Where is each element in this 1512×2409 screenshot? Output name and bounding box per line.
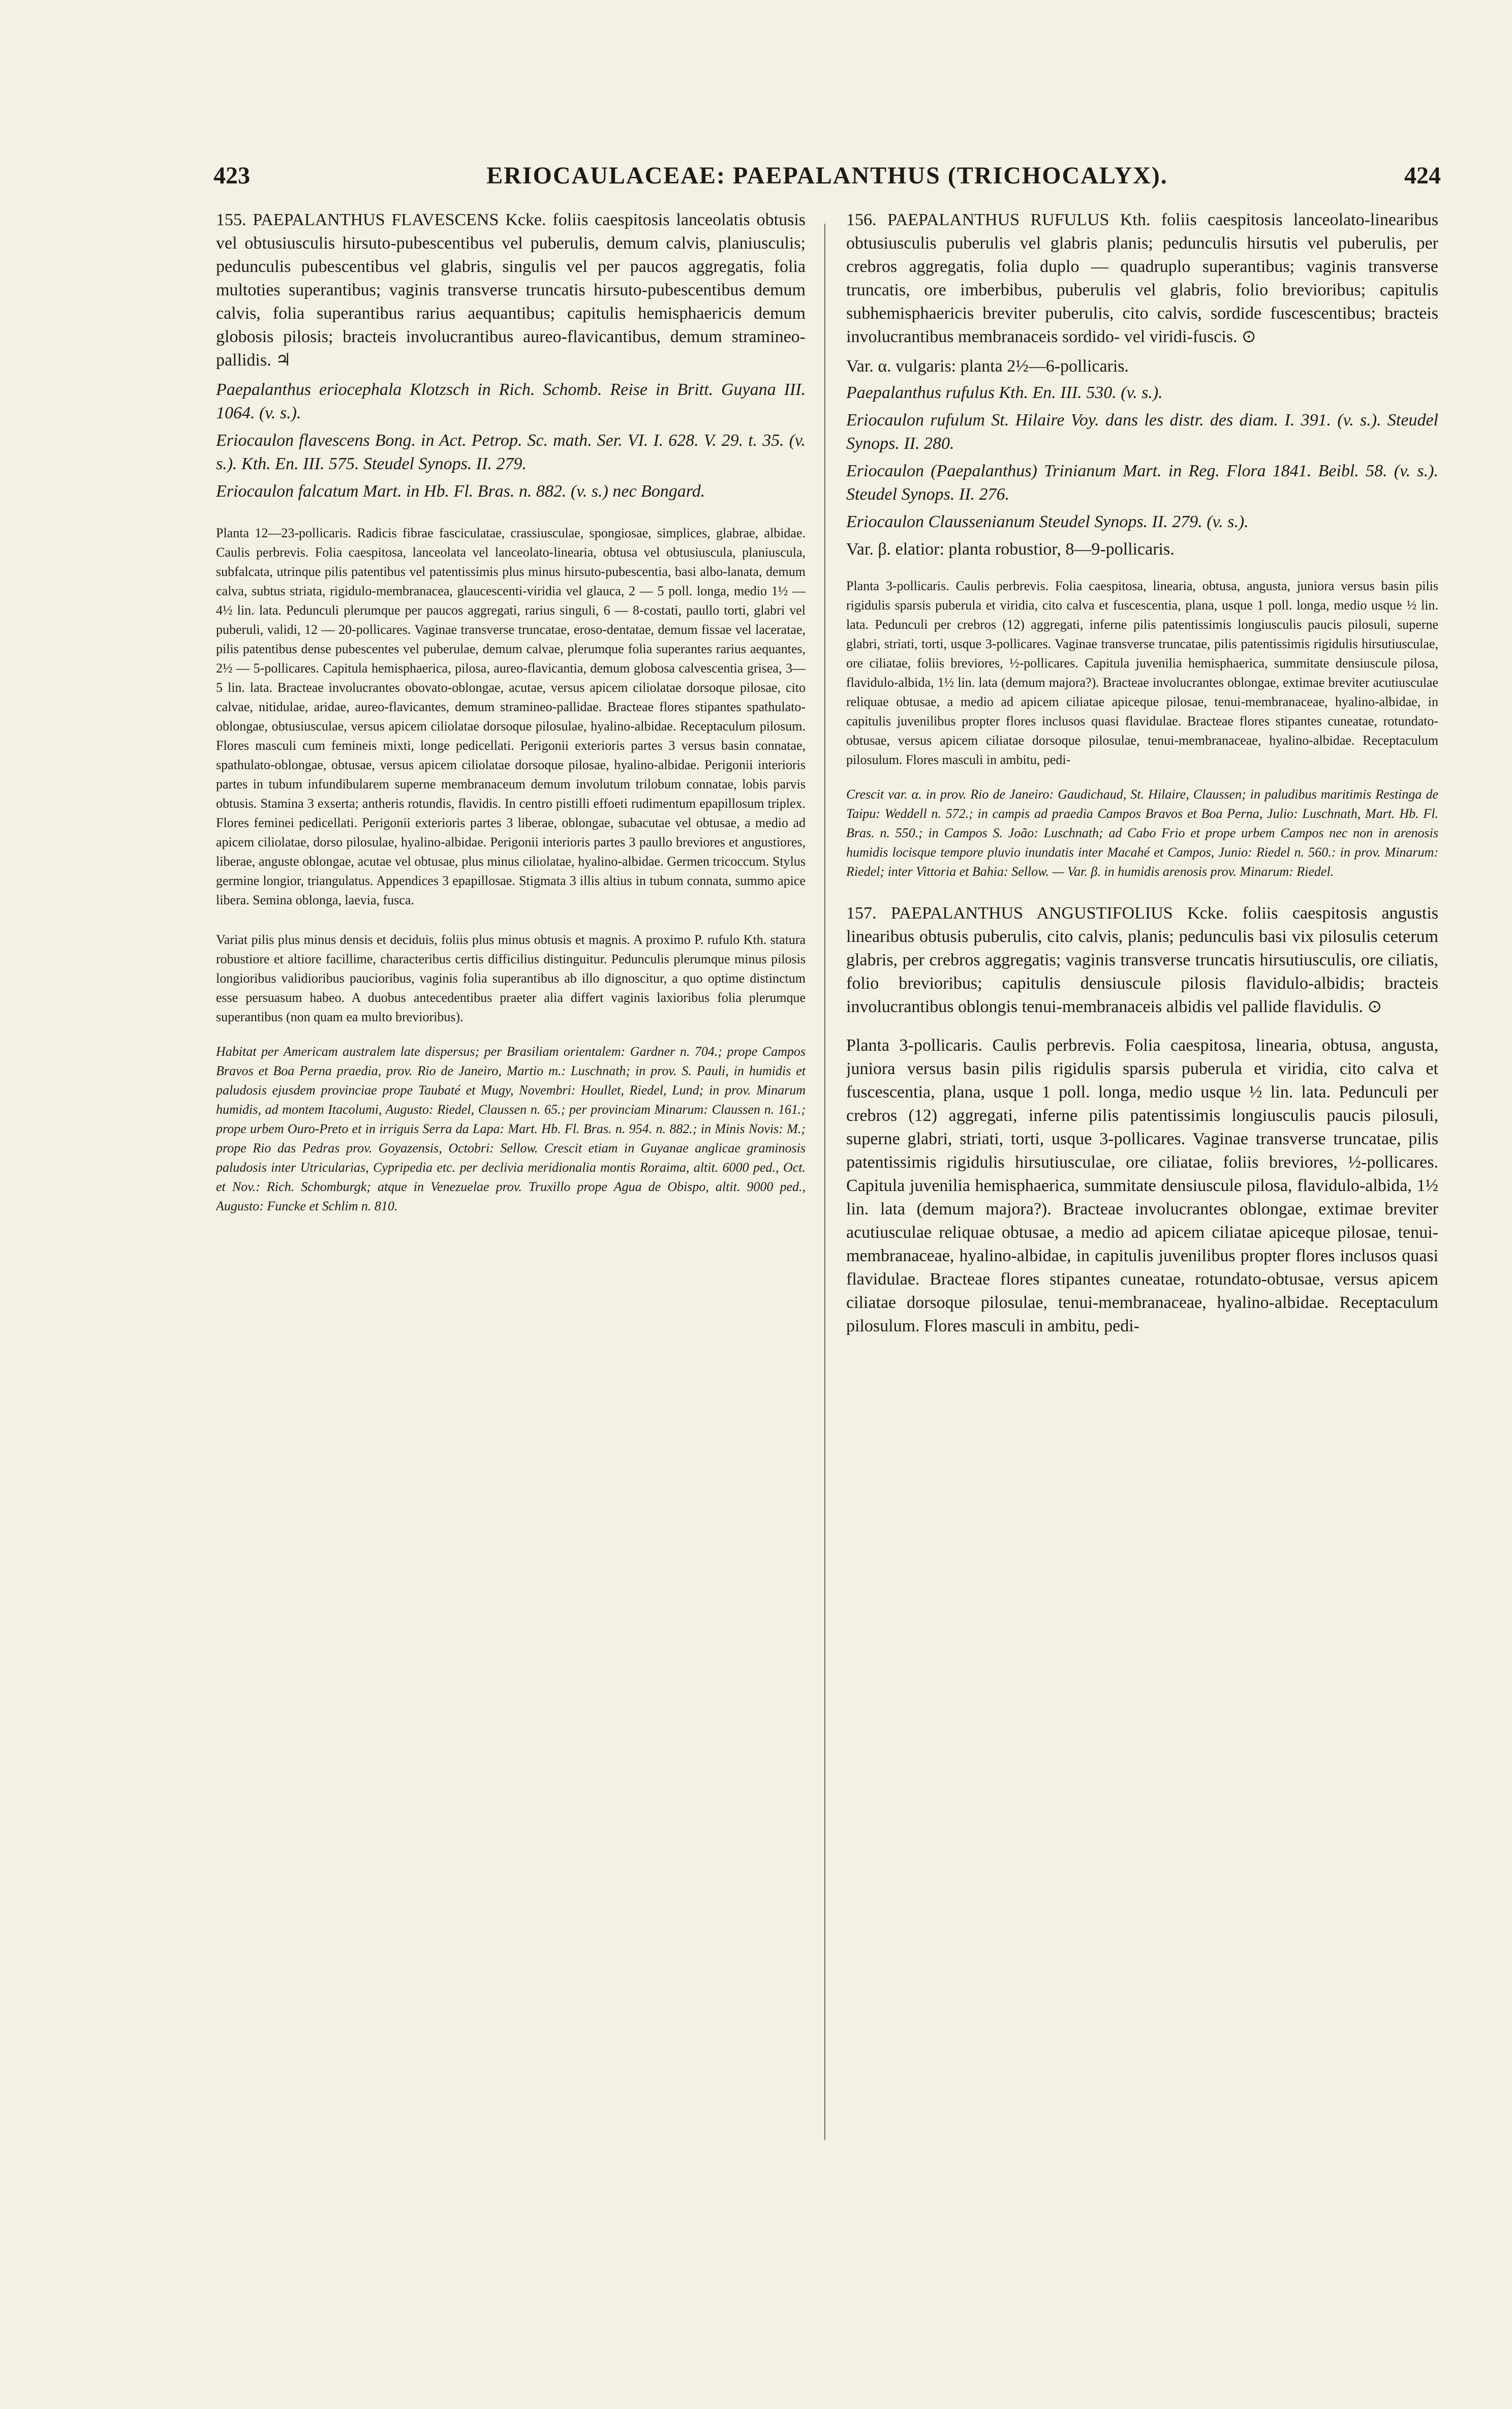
species-156-heading: 156. PAEPALANTHUS RUFULUS Kth. (846, 210, 1151, 229)
species-155-habitat: Habitat per Americam australem late dispersus; per Brasiliam orientalem: Gardner n. 704.; prope Campos Bravos et Boa Perna praedia, prov. Rio de Janeiro, Martio m.: Luschnath; in prov. S. Pauli, in humidis et paludosis ejusdem provinciae prope Taubaté et Mugy, Novembri: Houllet, Riedel, Lund; in prov. Minarum humidis, ad montem Itacolumi, Augusto: Riedel, Claussen n. 65.; per provinciam Minarum: Claussen n. 161.; prope urbem Ouro-Preto et in irriguis Serra da Lapa: Mart. Hb. Fl. Bras. n. 954. n. 882.; in Minis Novis: M.; prope Rio das Pedras prov. Goyazensis, Octobri: Sellow. Crescit etiam in Guyanae anglicae graminosis paludosis inter Utricularias, Cypripedia etc. per declivia meridionalia montis Roraima, altit. 6000 ped., Oct. et Nov.: Rich. Schomburgk; atque in Venezuelae prov. Truxillo prope Agua de Obispo, altit. 9000 ped., Augusto: Funcke et Schlim n. 810. (216, 1044, 806, 1213)
species-155-heading: 155. PAEPALANTHUS FLAVESCENS Kcke. (216, 210, 546, 229)
synonym-156-2: Eriocaulon rufulum St. Hilaire Voy. dans les distr. des diam. I. 391. (v. s.). Steudel Synops. II. 280. (846, 411, 1438, 453)
species-155-entry (216, 208, 806, 372)
synonym-2: Eriocaulon flavescens Bong. in Act. Petrop. Sc. math. Ser. VI. I. 628. V. 29. t. 35. (v. s.). Kth. En. III. 575. Steudel Synops. II. 279. (216, 431, 806, 473)
page-header (213, 162, 1441, 192)
left-column (216, 208, 806, 2373)
running-title: ERIOCAULACEAE: PAEPALANTHUS (TRICHOCALYX). (486, 162, 1168, 189)
right-column (846, 208, 1438, 2373)
variety-alpha: Var. α. vulgaris: planta 2½—6-pollicaris. (846, 357, 1129, 376)
species-157-diagnosis: foliis caespitosis angustis linearibus obtusis puberulis, cito calvis, planis; pedunculis basi vix pilosulis ceterum glabris, per crebros aggregatis; vaginis transverse truncatis hirsutiusculis, ore ciliatis, folio brevioribus; capitulis densiuscule pilosis flavidulo-albidis; bracteis involucrantibus oblongis tenui-membranaceis albidis vel pallide flavidulis. ⊙ (846, 904, 1438, 1016)
variety-beta: Var. β. elatior: planta robustior, 8—9-pollicaris. (846, 540, 1175, 559)
species-156-entry (846, 208, 1438, 349)
species-155-description: Planta 12—23-pollicaris. Radicis fibrae fasciculatae, crassiusculae, spongiosae, simplices, glabrae, albidae. Caulis perbrevis. Folia caespitosa, lanceolata vel lanceolato-linearia, obtusa vel obtusiuscula, planiuscula, subfalcata, utrinque pilis patentibus vel patentissimis plus minus hirsuto-pubescentia, basi albo-lanata, demum calva, subtus striata, rigidulo-membranacea, glaucescenti-viridia vel glauca, 2 — 5 poll. longa, medio 1½ — 4½ lin. lata. Pedunculi plerumque per paucos aggregati, rarius singuli, 6 — 8-costati, paullo torti, glabri vel puberuli, validi, 12 — 20-pollicares. Vaginae transverse truncatae, eroso-dentatae, demum fissae vel laceratae, pilis patentibus dense pubescentes vel puberulae, demum calvae, plerumque folia superantes rarius aequantes, 2½ — 5-pollicares. Capitula hemisphaerica, pilosa, aureo-flavicantia, demum globosa calvescentia grisea, 3—5 lin. lata. Bracteae involucrantes obovato-oblongae, acutae, versus apicem ciliolatae dorsoque pilosae, cito calvae, nitidulae, aridae, aureo-flavicantes, demum stramineo-pallidae. Bracteae flores stipantes spathulato-oblongae, obtusiusculae, versus apicem ciliolatae dorsoque pilosulae, hyalino-albidae. Receptaculum pilosum. Flores masculi cum femineis mixti, longe pedicellati. Perigonii exterioris partes 3 versus basin connatae, spathulato-oblongae, obtusae, versus apicem ciliolatae dorsoque pilosae, hyalino-albidae. Perigonii interioris partes in tubum infundibularem superne membranaceum demum involutum trilobum connatae, lobis parvis obtusis. Stamina 3 exserta; antheris rotundis, flavidis. In centro pistilli effoeti rudimentum epapillosum triplex. Flores feminei pedicellati. Perigonii exterioris partes 3 liberae, oblongae, subacutae vel obtusae, a medio ad apicem ciliolatae, dorso pilosulae, hyalino-albidae. Perigonii interioris partes 3 paullo breviores et angustiores, liberae, anguste oblongae, acutae vel obtusae, plus minus ciliolatae, hyalino-albidae. Germen tricoccum. Stylus germine longior, triangulatus. Appendices 3 epapillosae. Stigmata 3 illis altius in tubum connata, summo apice libera. Semina oblonga, laevia, fusca. (216, 526, 806, 907)
species-155-variation: Variat pilis plus minus densis et deciduis, foliis plus minus obtusis et magnis. A proximo P. rufulo Kth. statura robustiore et altiore facillime, characteribus certis difficilius distinguitur. Pedunculis plerumque minus pilosis longioribus validioribus paucioribus, vaginis folia superantibus ab illo dignoscitur, a quo optime distinctum esse persuasum habeo. A duobus antecedentibus praeter alia differt vaginis laxioribus folia plerumque superantibus (non quam ea multo brevioribus). (216, 932, 806, 1024)
species-157-description: Planta 3-pollicaris. Caulis perbrevis. Folia caespitosa, linearia, obtusa, angusta, juniora versus basin pilis rigidulis sparsis puberula et viridia, cito calva et fuscescentia, plana, usque 1 poll. longa, medio usque ½ lin. lata. Pedunculi per crebros (12) aggregati, inferne pilis patentissimis longiusculis paucis pilosuli, superne glabri, striati, torti, usque 3-pollicares. Vaginae transverse truncatae, pilis patentissimis rigidulis hirsutiusculae, ore ciliatae, foliis breviores, ½-pollicares. Capitula juvenilia hemisphaerica, summitate densiuscule pilosa, flavidulo-albida, 1½ lin. lata (demum majora?). Bracteae involucrantes oblongae, extimae breviter acutiusculae reliquae obtusae, a medio ad apicem ciliatae apiceque pilosae, tenui-membranaceae, hyalino-albidae, in capitulis juvenilibus propter flores inclusos quasi flavidulae. Bracteae flores stipantes cuneatae, rotundato-obtusae, versus apicem ciliatae dorsoque pilosulae, tenui-membranaceae, hyalino-albidae. Receptaculum pilosulum. Flores masculi in ambitu, pedi- (846, 1036, 1438, 1335)
synonym-156-1: Paepalanthus rufulus Kth. En. III. 530. (v. s.). (846, 383, 1163, 402)
synonym-3: Eriocaulon falcatum Mart. in Hb. Fl. Bras. n. 882. (v. s.) nec Bongard. (216, 482, 705, 501)
species-157-entry (846, 902, 1438, 1019)
species-156-distribution: Crescit var. α. in prov. Rio de Janeiro: Gaudichaud, St. Hilaire, Claussen; in paludibus maritimis Restinga de Taipu: Weddell n. 572.; in campis ad praedia Campos Bravos et Boa Perna, Julio: Luschnath, Mart. Hb. Fl. Bras. n. 550.; in Campos S. João: Luschnath; ad Cabo Frio et prope urbem Campos nec non in arenosis humidis locisque tempore pluvio inundatis inter Macahé et Campos, Junio: Riedel n. 560.: in prov. Minarum: Riedel; inter Vittoria et Bahia: Sellow. — Var. β. in humidis arenosis prov. Minarum: Riedel. (846, 787, 1438, 879)
synonym-156-4: Eriocaulon Claussenianum Steudel Synops. II. 279. (v. s.). (846, 512, 1249, 531)
species-157-heading: 157. PAEPALANTHUS ANGUSTIFOLIUS Kcke. (846, 904, 1228, 923)
synonym-1: Paepalanthus eriocephala Klotzsch in Rich. Schomb. Reise in Britt. Guyana III. 1064. (v. s.). (216, 380, 806, 422)
species-156-diagnosis: foliis caespitosis lanceolato-linearibus obtusiusculis puberulis vel glabris planis; pedunculis hirsutis vel puberulis, per crebros aggregatis, folia duplo — quadruplo superantibus; vaginis transverse truncatis, ore imberbibus, puberulis vel glabris, folio brevioribus; capitulis subhemisphaericis breviter puberulis, cito calvis, sordide fuscescentibus; bracteis involucrantibus membranaceis sordido- vel viridi-fuscis. ⊙ (846, 210, 1438, 346)
synonym-156-3: Eriocaulon (Paepalanthus) Trinianum Mart. in Reg. Flora 1841. Beibl. 58. (v. s.). Steudel Synops. II. 276. (846, 462, 1438, 504)
species-155-diagnosis: foliis caespitosis lanceolatis obtusis vel obtusiusculis hirsuto-pubescentibus vel puberulis, demum calvis, planiusculis; pedunculis pubescentibus vel glabris, singulis vel per paucos aggregatis, folia multoties superantibus; vaginis transverse truncatis hirsuto-pubescentibus demum calvis, folia superantibus rarius aequantibus; capitulis hemisphaericis demum globosis pilosis; bracteis involucrantibus aureo-flavicantibus, demum stramineo-pallidis. ♃ (216, 210, 806, 370)
column-divider (824, 224, 825, 2140)
species-156-description: Planta 3-pollicaris. Caulis perbrevis. Folia caespitosa, linearia, obtusa, angusta, juniora versus basin pilis rigidulis sparsis puberula et viridia, cito calva et fuscescentia, plana, usque 1 poll. longa, medio usque ½ lin. lata. Pedunculi per crebros (12) aggregati, inferne pilis patentissimis longiusculis paucis pilosuli, superne glabri, striati, torti, usque 3-pollicares. Vaginae transverse truncatae, pilis patentissimis rigidulis hirsutiusculae, ore ciliatae, foliis breviores, ½-pollicares. Capitula juvenilia hemisphaerica, summitate densiuscule pilosa, flavidulo-albida, 1½ lin. lata (demum majora?). Bracteae involucrantes oblongae, extimae breviter acutiusculae reliquae obtusae, a medio ad apicem ciliatae apiceque pilosae, tenui-membranaceae, hyalino-albidae, in capitulis juvenilibus propter flores inclusos quasi flavidulae. Bracteae flores stipantes cuneatae, rotundato-obtusae, versus apicem ciliatae dorsoque pilosulae, tenui-membranaceae, hyalino-albidae. Receptaculum pilosulum. Flores masculi in ambitu, pedi- (846, 578, 1438, 767)
page-number-left: 423 (213, 162, 250, 189)
page-number-right: 424 (1404, 162, 1441, 189)
